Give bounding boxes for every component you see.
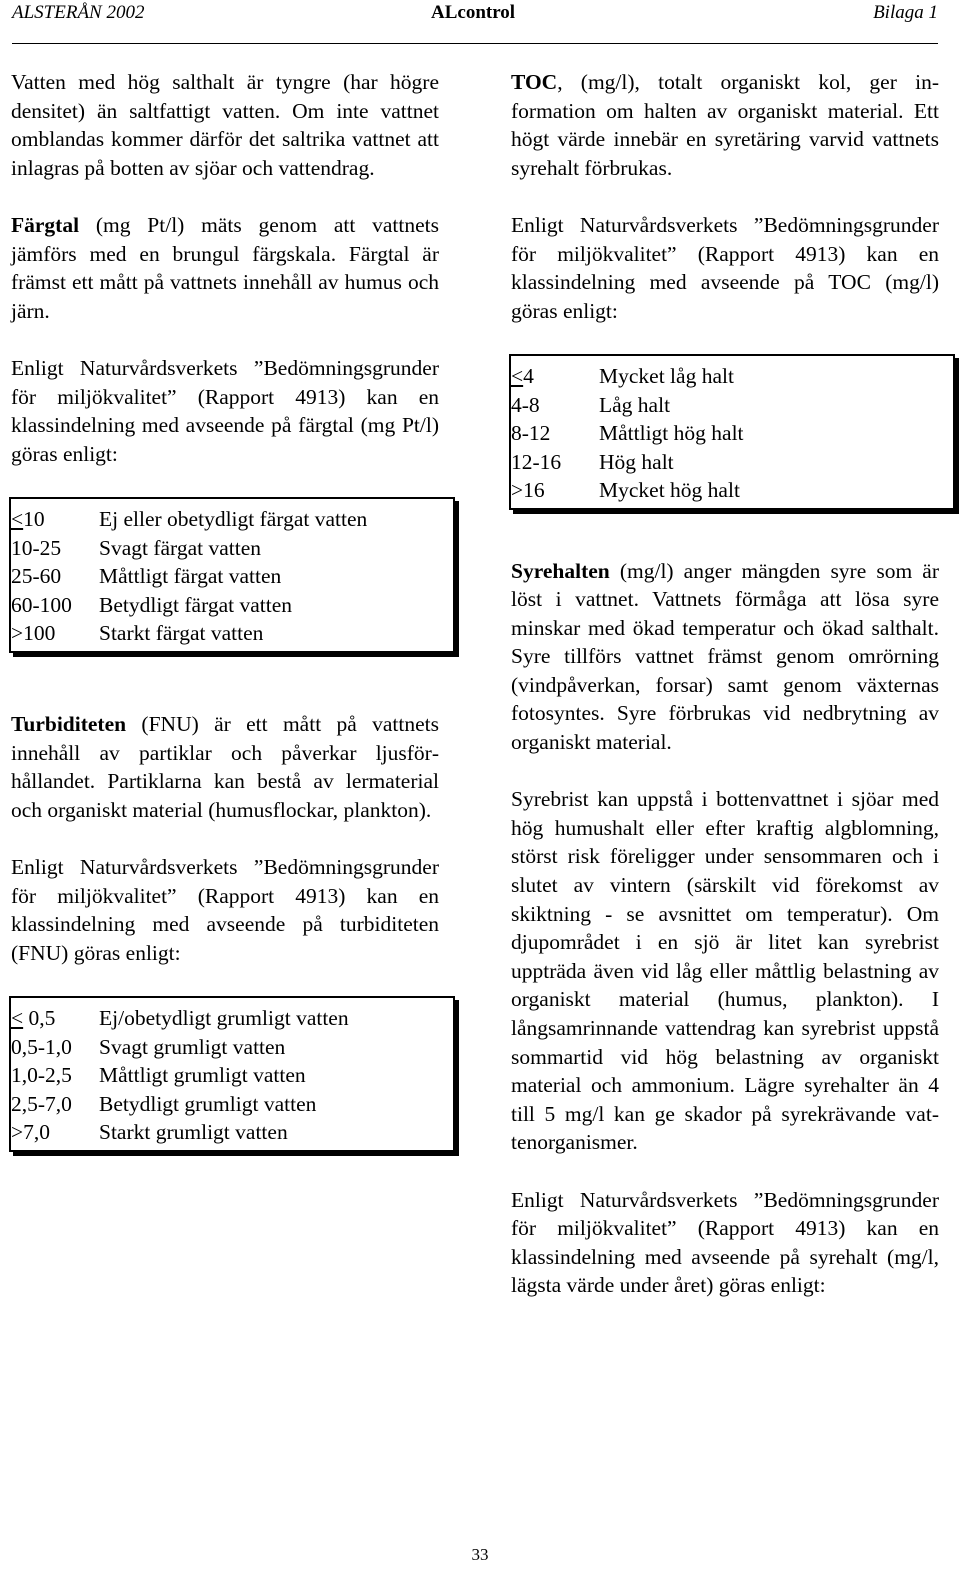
paragraph-oxygen-classification: Enligt Naturvårdsverkets ”Bedömningsgrunder för miljökvalitet” (Rapport 4913) kan en klassindelning med avseende på syrehalt (mg/l, lägsta värde under året) göras enligt: [511, 1187, 939, 1298]
table-row: 8-12 Måttligt hög halt [511, 421, 744, 446]
table-row: 1,0-2,5 Måttligt grumligt vatten [11, 1063, 306, 1088]
table-row: 25-60 Måttligt färgat vatten [11, 564, 282, 589]
table-row: 2,5-7,0 Betydligt grumligt vatten [11, 1091, 317, 1116]
table-row: 0,5-1,0 Svagt grumligt vatten [11, 1034, 286, 1059]
table-row: >16 Mycket hög halt [511, 478, 740, 503]
header-left: ALSTERÅN 2002 [12, 2, 145, 23]
term-syrehalten: Syrehalten [511, 558, 610, 583]
header-right: Bilaga 1 [873, 2, 938, 23]
paragraph-turbidity: Turbiditeten (FNU) är ett mått på vattnets innehåll av partiklar och påverkar ljusförhållandet. Partiklarna kan bestå av lermaterial och organiskt material (humusflockar, plankton). [11, 712, 439, 822]
table-row: 12-16 Hög halt [511, 449, 674, 474]
left-column [11, 68, 439, 1152]
paragraph-toc: TOC, (mg/l), totalt organiskt kol, ger information om halten av organiskt material. Ett högt värde innebär en syretäring varvid vattnets syrehalt förbrukas. [511, 70, 939, 180]
table-row: >100 Starkt färgat vatten [11, 621, 264, 646]
table-row: 60-100 Betydligt färgat vatten [11, 592, 293, 617]
table-row: 4-8 Låg halt [511, 392, 671, 417]
table-row: < 0,5 Ej/obetydligt grumligt vatten [11, 1006, 349, 1030]
header-center: ALcontrol [431, 2, 516, 23]
header-rule [12, 43, 938, 44]
color-class-table [9, 497, 455, 653]
term-fargtal: Färgtal [11, 212, 80, 237]
table-row: <4 Mycket låg halt [511, 363, 734, 388]
paragraph-oxygen: Syrehalten (mg/l) anger mängden syre som är löst i vattnet. Vattnets förmåga att lösa syre minskar med ökad temperatur och ökad salthalt. Syre tillförs vattnet främst genom omrörning (vindpåverkan, forsar) samt genom växternas fotosyntes. Syre förbrukas vid nedbrytning av organiskt material. [511, 558, 939, 755]
page-header [0, 0, 960, 28]
page-number: 33 [471, 1545, 489, 1564]
table-row: >7,0 Starkt grumligt vatten [11, 1120, 288, 1145]
table-row: <10 Ej eller obetydligt färgat vatten [11, 506, 368, 531]
paragraph-salinity: Vatten med hög salthalt är tyngre (har högre densitet) än saltfattigt vatten. Om inte vattnet omblandas kommer därför det saltrika vattnet att inlagras på botten av sjöar och vattendrag. [11, 70, 439, 180]
paragraph-oxygen-deficit: Syrebrist kan uppstå i bottenvattnet i sjöar med hög humushalt eller efter kraftig algblomning, störst risk föreligger under sensommaren och i slutet av vintern (särskilt vid förekomst av skiktning - se avsnittet om temperatur). Om djupområdet i en sjö är litet kan syrebrist uppträda även vid låg eller måttlig belastning av organiskt material (humus, plankton). I långsamrinnande vattendrag kan syrebrist uppstå sommartid vid hög belastning av organiskt material och ammonium. Lägre syrehalter än 4 till 5 mg/l kan ge skador på syrekrävande vattenorganismer. [511, 787, 939, 1155]
term-turbiditeten: Turbiditeten [11, 712, 127, 737]
turbidity-class-table [9, 996, 455, 1152]
toc-class-table [509, 354, 955, 510]
table-row: 10-25 Svagt färgat vatten [11, 535, 261, 560]
right-column [511, 68, 939, 1300]
term-toc: TOC [511, 70, 558, 94]
paragraph-toc-classification: Enligt Naturvårdsverkets ”Bedömningsgrunder för miljökvalitet” (Rapport 4913) kan en klassindelning med avseende på TOC (mg/l) göras enligt: [511, 212, 939, 323]
paragraph-color: Färgtal (mg Pt/l) mäts genom att vattnets jämförs med en brungul färgskala. Färgtal är främst ett mått på vattnets innehåll av humus och järn. [11, 212, 439, 323]
paragraph-turbidity-classification: Enligt Naturvårdsverkets ”Bedömningsgrunder för miljökvalitet” (Rapport 4913) kan en klassindelning med avseende på turbiditeten (FNU) göras enligt: [11, 855, 439, 965]
paragraph-color-classification: Enligt Naturvårdsverkets ”Bedömningsgrunder för miljökvalitet” (Rapport 4913) kan en klassindelning med avseende på färgtal (mg Pt/l) göras enligt: [11, 355, 439, 466]
